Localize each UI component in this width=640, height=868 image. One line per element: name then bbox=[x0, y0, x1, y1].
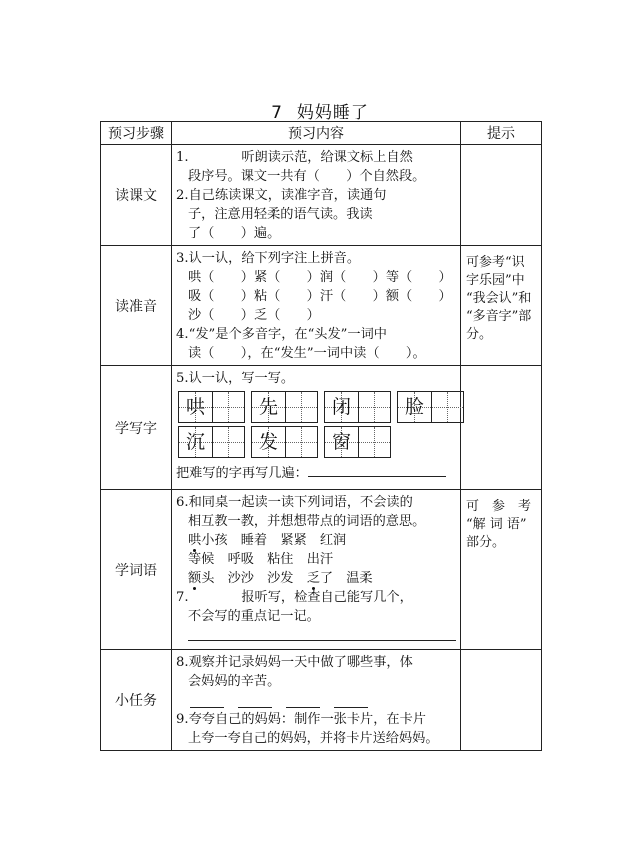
word: 粘住 bbox=[267, 552, 294, 567]
content-line: 上夸一夸自己的妈妈，并将卡片送给妈妈。 bbox=[188, 731, 439, 746]
hint-line: 可 参 考 bbox=[466, 499, 532, 514]
writing-grid-row bbox=[178, 426, 456, 458]
content-line: 会妈妈的辛苦。 bbox=[188, 674, 281, 689]
content-line: 4.“发”是个多音字，在“头发”一词中 bbox=[176, 327, 387, 342]
content-line: 段序号。课文一共有（ ）个自然段。 bbox=[188, 169, 426, 184]
step-label: 学写字 bbox=[101, 366, 172, 490]
content-line: 子，注意用轻柔的语气读。我读 bbox=[188, 207, 373, 222]
content-line: 8.观察并记录妈妈一天中做了哪些事，体 bbox=[176, 655, 413, 670]
row-write-characters bbox=[101, 366, 542, 490]
word: 睡着 bbox=[240, 533, 268, 548]
pinyin-item: 沙（ ） bbox=[188, 308, 254, 323]
step-label: 读准音 bbox=[101, 246, 172, 366]
word-row bbox=[176, 550, 456, 569]
word: 沙沙 bbox=[227, 571, 254, 586]
writing-grid-box[interactable] bbox=[251, 391, 318, 423]
hint-cell bbox=[461, 246, 542, 366]
hint-cell bbox=[461, 650, 542, 751]
word: 哄小孩 bbox=[188, 533, 228, 548]
pinyin-item: 额（ ） bbox=[385, 289, 452, 304]
writing-grid-box[interactable] bbox=[324, 391, 391, 423]
page-title bbox=[0, 98, 640, 123]
word: 沙发 bbox=[267, 571, 294, 586]
step-label: 读课文 bbox=[101, 145, 172, 246]
writing-grid-box[interactable] bbox=[324, 426, 391, 458]
pinyin-item: 吸（ ） bbox=[188, 289, 254, 304]
model-character: 哄 bbox=[185, 396, 205, 418]
pinyin-item: 等（ ） bbox=[385, 270, 452, 285]
pinyin-row bbox=[176, 287, 456, 306]
practice-blank[interactable] bbox=[308, 476, 446, 477]
content-cell bbox=[172, 145, 461, 246]
content-line: 6.和同桌一起读一读下列词语，不会读的 bbox=[176, 495, 413, 510]
content-line: 1. 听朗读示范，给课文标上自然 bbox=[176, 150, 413, 165]
content-line: 7. 报听写，检查自己能写几个， bbox=[176, 590, 413, 605]
content-cell bbox=[172, 490, 461, 650]
writing-grid-row bbox=[178, 391, 456, 423]
practice-line bbox=[176, 464, 456, 483]
record-blank[interactable] bbox=[238, 695, 272, 708]
hint-line: 分。 bbox=[466, 327, 493, 342]
content-line: 读（ ），在“发生”一词中读（ ）。 bbox=[188, 346, 426, 361]
step-label: 学词语 bbox=[101, 490, 172, 650]
pinyin-item: 乏（ ） bbox=[253, 308, 320, 323]
writing-grid-box[interactable] bbox=[251, 426, 318, 458]
model-character: 发 bbox=[258, 431, 278, 453]
row-read-pronunciation bbox=[101, 246, 542, 366]
hint-cell bbox=[461, 490, 542, 650]
writing-grid-box[interactable] bbox=[178, 426, 245, 458]
hint-line: 可参考“识 bbox=[466, 255, 525, 270]
content-line: 2.自己练读课文，读准字音，读通句 bbox=[176, 188, 387, 203]
row-read-text bbox=[101, 145, 542, 246]
pinyin-item: 汗（ ） bbox=[319, 289, 386, 304]
hint-line: “解 词 语” bbox=[466, 517, 527, 532]
header-row bbox=[101, 122, 542, 145]
lesson-number: 7 bbox=[271, 103, 283, 123]
preview-table bbox=[100, 121, 542, 751]
word: 红润 bbox=[319, 533, 347, 548]
header-content: 预习内容 bbox=[172, 122, 461, 145]
pinyin-item: 紧（ ） bbox=[253, 270, 320, 285]
header-step: 预习步骤 bbox=[101, 122, 172, 145]
model-character: 先 bbox=[258, 396, 278, 418]
content-line: 5.认一认，写一写。 bbox=[176, 371, 295, 386]
row-learn-words bbox=[101, 490, 542, 650]
word: 出汗 bbox=[306, 552, 334, 567]
record-blank[interactable] bbox=[190, 695, 224, 708]
header-hint: 提示 bbox=[461, 122, 542, 145]
hint-cell bbox=[461, 366, 542, 490]
pinyin-item: 粘（ ） bbox=[253, 289, 320, 304]
word: 乏了 bbox=[306, 571, 334, 586]
lesson-title: 妈妈睡了 bbox=[296, 103, 369, 123]
word-row bbox=[176, 569, 456, 588]
record-blank[interactable] bbox=[334, 695, 368, 708]
content-line: 了（ ）遍。 bbox=[188, 226, 281, 241]
model-character: 闭 bbox=[331, 396, 351, 418]
word: 呼吸 bbox=[227, 552, 254, 567]
word: 等候 bbox=[188, 552, 215, 567]
content-line: 9.夸夸自己的妈妈：制作一张卡片，在卡片 bbox=[176, 712, 426, 727]
hint-cell bbox=[461, 145, 542, 246]
model-character: 窗 bbox=[331, 431, 351, 453]
pinyin-item: 润（ ） bbox=[319, 270, 386, 285]
writing-grid-box[interactable] bbox=[397, 391, 464, 423]
record-blank[interactable] bbox=[286, 695, 320, 708]
step-label: 小任务 bbox=[101, 650, 172, 751]
content-cell bbox=[172, 650, 461, 751]
content-cell bbox=[172, 246, 461, 366]
record-blanks bbox=[190, 695, 456, 708]
hint-line: 字乐园”中 bbox=[466, 273, 525, 288]
practice-label: 把难写的字再写几遍： bbox=[176, 466, 308, 481]
content-line: 不会写的重点记一记。 bbox=[188, 609, 320, 624]
answer-blank[interactable] bbox=[188, 630, 456, 641]
word: 温柔 bbox=[346, 571, 373, 586]
answer-line bbox=[176, 628, 456, 647]
content-line: 相互教一教，并想想带点的词语的意思。 bbox=[188, 514, 426, 529]
model-character: 沉 bbox=[185, 431, 205, 453]
pinyin-row bbox=[176, 268, 456, 287]
word-row bbox=[176, 531, 456, 550]
hint-line: 部分。 bbox=[466, 535, 506, 550]
writing-grid-box[interactable] bbox=[178, 391, 245, 423]
pinyin-row bbox=[176, 306, 456, 325]
word: 额头 bbox=[188, 571, 215, 586]
pinyin-item: 哄（ ） bbox=[188, 270, 254, 285]
row-small-task bbox=[101, 650, 542, 751]
hint-line: “我会认”和 bbox=[466, 291, 532, 306]
model-character: 脸 bbox=[404, 396, 424, 418]
content-line: 3.认一认，给下列字注上拼音。 bbox=[176, 251, 361, 266]
hint-line: “多音字”部 bbox=[466, 309, 532, 324]
word: 紧紧 bbox=[280, 533, 307, 548]
content-cell bbox=[172, 366, 461, 490]
